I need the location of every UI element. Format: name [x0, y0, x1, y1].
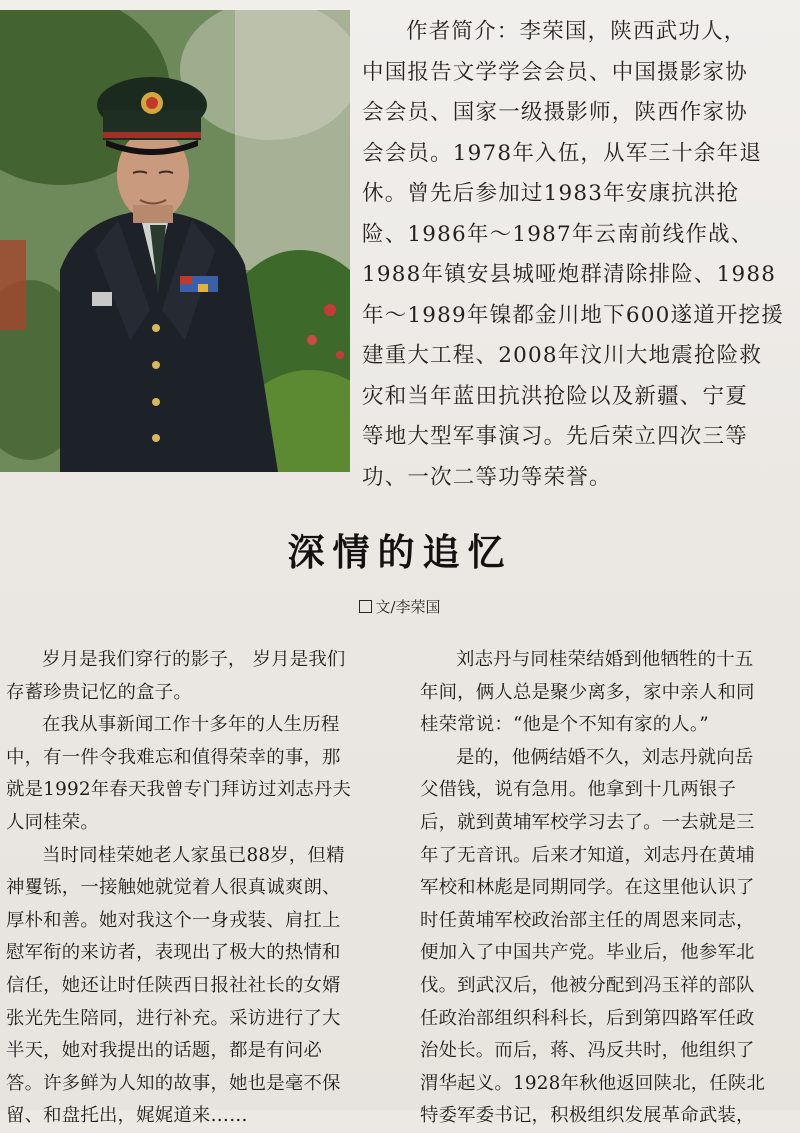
right-line: 渭华起义。1928年秋他返回陕北，任陕北 — [420, 1072, 766, 1094]
right-line: 年间，俩人总是聚少离多，家中亲人和同 — [420, 681, 755, 703]
left-line: 半天，她对我提出的话题，都是有问必 — [6, 1040, 323, 1062]
right-line: 桂荣常说：“他是个不知有家的人。” — [420, 714, 709, 736]
bio-line: 功、一次二等功等荣誉。 — [362, 464, 612, 490]
bio-line: 险、1986年～1987年云南前线作战、 — [362, 221, 754, 247]
bio-line: 建重大工程、2008年汶川大地震抢险救 — [362, 343, 763, 368]
left-line: 厚朴和善。她对我这个一身戎装、肩扛上 — [6, 909, 341, 931]
right-line: 治处长。而后，蒋、冯反共时，他组织了 — [420, 1040, 755, 1062]
left-line: 人同桂荣。 — [6, 811, 99, 833]
left-line: 在我从事新闻工作十多年的人生历程 — [42, 714, 340, 736]
left-line: 张光先生陪同，进行补充。采访进行了大 — [6, 1007, 341, 1029]
bio-line: 作者简介：李荣国，陕西武功人， — [406, 19, 747, 44]
left-line: 神矍铄，一接触她就觉着人很真诚爽朗、 — [6, 877, 341, 899]
left-line: 当时同桂荣她老人家虽已88岁，但精 — [42, 844, 345, 866]
article-byline — [0, 596, 800, 617]
author-bio — [362, 12, 790, 498]
right-line: 是的，他俩结婚不久，刘志丹就向岳 — [456, 746, 754, 768]
left-line: 答。许多鲜为人知的故事，她也是毫不保 — [6, 1072, 341, 1094]
bio-line: 会会员、国家一级摄影师，陕西作家协 — [362, 100, 748, 125]
bio-line: 会会员。1978年入伍，从军三十余年退 — [362, 140, 763, 166]
left-line: 岁月是我们穿行的影子， 岁月是我们 — [42, 649, 346, 670]
right-line: 军校和林彪是同期同学。在这里他认识了 — [420, 877, 755, 899]
right-line: 时任黄埔军校政治部主任的周恩来同志， — [420, 909, 755, 931]
right-line: 父借钱，说有急用。他拿到十几两银子 — [420, 779, 737, 801]
bio-line: 1988年镇安县城哑炮群清除排险、1988 — [362, 262, 777, 287]
bio-line: 休。曾先后参加过1983年安康抗洪抢 — [362, 181, 740, 206]
right-line: 便加入了中国共产党。毕业后，他参军北 — [420, 942, 755, 964]
left-line: 留、和盘托出，娓娓道来…… — [6, 1105, 248, 1127]
right-line: 特委军委书记，积极组织发展革命武装， — [420, 1105, 755, 1127]
author-portrait-image — [0, 10, 350, 472]
left-line: 信任，她还让时任陕西日报社社长的女婿 — [6, 974, 341, 996]
left-line: 就是1992年春天我曾专门拜访过刘志丹夫 — [6, 779, 352, 801]
right-line: 年了无音讯。后来才知道，刘志丹在黄埔 — [420, 844, 755, 866]
bio-line: 年～1989年镍都金川地下600遂道开挖援 — [362, 302, 784, 328]
byline-box-icon — [359, 600, 372, 613]
left-line: 慰军衔的来访者，表现出了极大的热情和 — [6, 942, 341, 964]
left-column — [6, 644, 378, 1133]
left-line: 中，有一件令我难忘和值得荣幸的事，那 — [6, 746, 341, 768]
right-line: 刘志丹与同桂荣结婚到他牺牲的十五 — [456, 649, 754, 670]
byline-text: 文/李荣国 — [375, 598, 441, 616]
right-column — [420, 644, 790, 1133]
right-line: 伐。到武汉后，他被分配到冯玉祥的部队 — [420, 974, 755, 996]
article-title: 深情的追忆 — [287, 531, 513, 574]
right-line: 后，就到黄埔军校学习去了。一去就是三 — [420, 811, 755, 833]
left-line: 存蓄珍贵记忆的盒子。 — [6, 681, 192, 703]
right-line: 任政治部组织科科长，后到第四路军任政 — [420, 1007, 755, 1029]
bio-line: 中国报告文学学会会员、中国摄影家协 — [362, 59, 748, 85]
author-photo — [0, 10, 350, 472]
bio-line: 灾和当年蓝田抗洪抢险以及新疆、宁夏 — [362, 383, 748, 409]
bio-line: 等地大型军事演习。先后荣立四次三等 — [362, 424, 748, 449]
